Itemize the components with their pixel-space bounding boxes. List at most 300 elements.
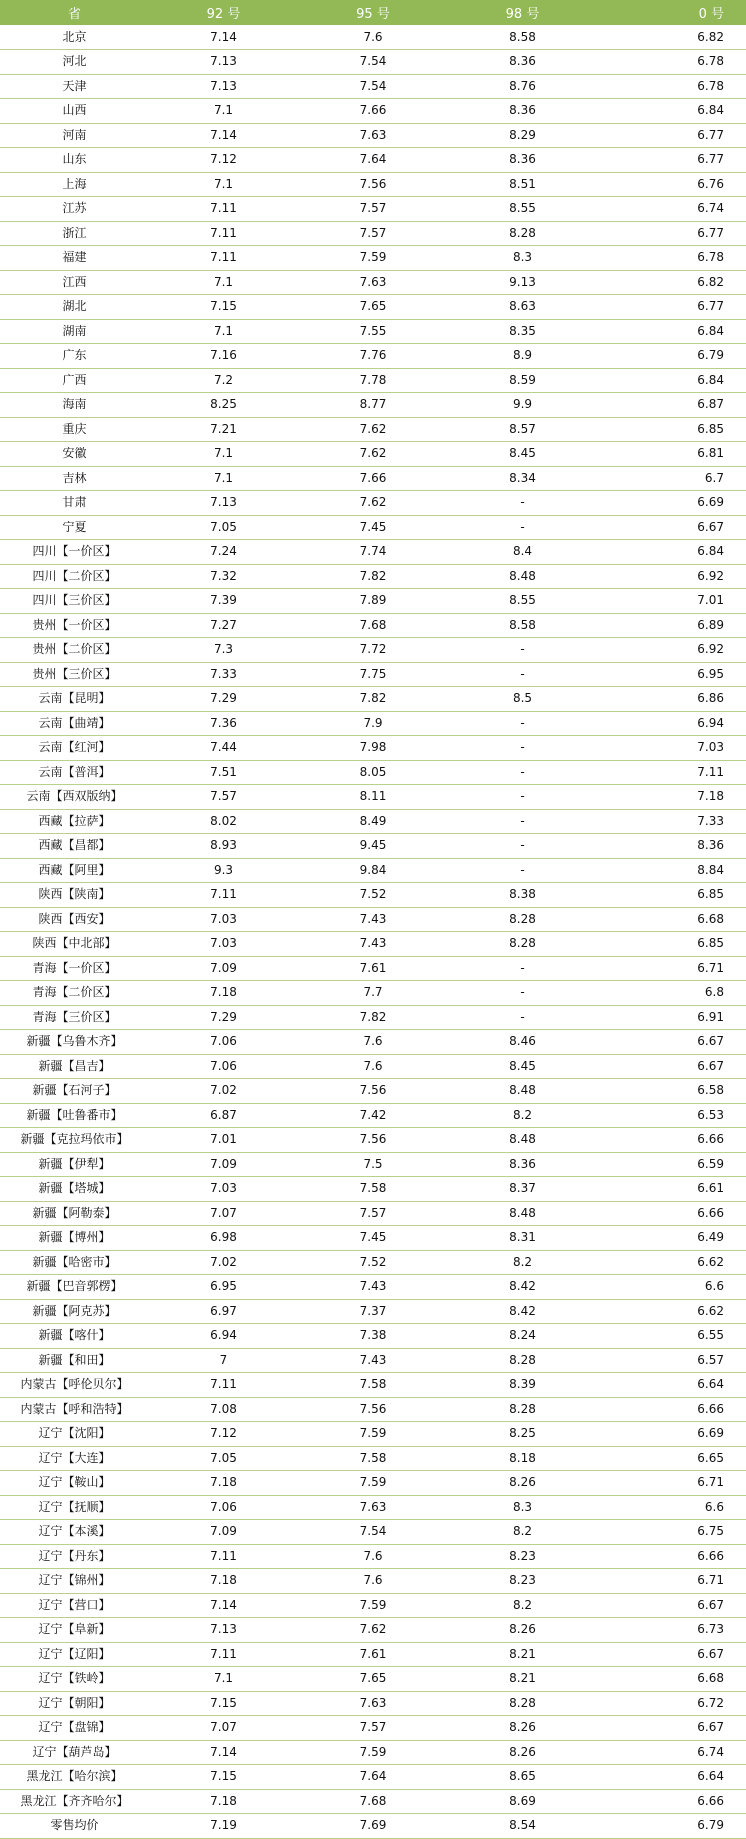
- cell-0: 6.84: [597, 319, 746, 344]
- table-row: [0, 981, 746, 1006]
- table-row: [0, 515, 746, 540]
- cell-98: 8.28: [448, 1397, 597, 1422]
- cell-92: 7.16: [149, 344, 298, 369]
- table-row: [0, 1520, 746, 1545]
- cell-98: 8.31: [448, 1226, 597, 1251]
- cell-95: 7.59: [298, 1740, 448, 1765]
- cell-98: 8.46: [448, 1030, 597, 1055]
- cell-98: 8.23: [448, 1569, 597, 1594]
- cell-92: 7.02: [149, 1079, 298, 1104]
- cell-98: 8.23: [448, 1544, 597, 1569]
- cell-95: 7.64: [298, 148, 448, 173]
- table-row: [0, 1765, 746, 1790]
- cell-province: 重庆: [0, 417, 149, 442]
- cell-0: 6.55: [597, 1324, 746, 1349]
- table-row: [0, 1348, 746, 1373]
- cell-98: 8.28: [448, 221, 597, 246]
- cell-0: 6.71: [597, 956, 746, 981]
- cell-98: 8.26: [448, 1471, 597, 1496]
- cell-95: 7.72: [298, 638, 448, 663]
- cell-98: 8.48: [448, 1128, 597, 1153]
- cell-92: 7.01: [149, 1128, 298, 1153]
- cell-province: 新疆【和田】: [0, 1348, 149, 1373]
- table-header: [0, 0, 746, 25]
- cell-92: 7.33: [149, 662, 298, 687]
- cell-0: 6.53: [597, 1103, 746, 1128]
- table-row: [0, 344, 746, 369]
- cell-95: 7.63: [298, 270, 448, 295]
- cell-0: 7.11: [597, 760, 746, 785]
- cell-92: 7.11: [149, 1544, 298, 1569]
- table-row: [0, 1275, 746, 1300]
- cell-92: 7.27: [149, 613, 298, 638]
- cell-98: 8.38: [448, 883, 597, 908]
- cell-98: 8.3: [448, 1495, 597, 1520]
- cell-95: 7.59: [298, 246, 448, 271]
- cell-0: 6.67: [597, 1642, 746, 1667]
- cell-92: 7.09: [149, 1520, 298, 1545]
- cell-92: 7.21: [149, 417, 298, 442]
- cell-province: 甘肃: [0, 491, 149, 516]
- cell-province: 北京: [0, 25, 149, 50]
- cell-95: 7.45: [298, 1226, 448, 1251]
- cell-98: 8.26: [448, 1740, 597, 1765]
- cell-0: 6.74: [597, 197, 746, 222]
- cell-province: 湖南: [0, 319, 149, 344]
- cell-98: 8.28: [448, 907, 597, 932]
- cell-0: 6.79: [597, 1814, 746, 1839]
- cell-province: 四川【二价区】: [0, 564, 149, 589]
- cell-province: 江西: [0, 270, 149, 295]
- cell-province: 零售均价: [0, 1814, 149, 1839]
- cell-98: 8.36: [448, 99, 597, 124]
- cell-98: 8.2: [448, 1103, 597, 1128]
- cell-province: 辽宁【沈阳】: [0, 1422, 149, 1447]
- cell-98: 8.36: [448, 1152, 597, 1177]
- cell-98: -: [448, 858, 597, 883]
- cell-98: 8.48: [448, 1079, 597, 1104]
- table-row: [0, 417, 746, 442]
- cell-98: 8.35: [448, 319, 597, 344]
- cell-92: 8.25: [149, 393, 298, 418]
- cell-0: 6.67: [597, 515, 746, 540]
- cell-98: 8.37: [448, 1177, 597, 1202]
- cell-province: 新疆【阿勒泰】: [0, 1201, 149, 1226]
- cell-92: 6.94: [149, 1324, 298, 1349]
- cell-95: 7.43: [298, 907, 448, 932]
- table-row: [0, 246, 746, 271]
- cell-0: 6.73: [597, 1618, 746, 1643]
- cell-92: 7.06: [149, 1030, 298, 1055]
- cell-province: 辽宁【鞍山】: [0, 1471, 149, 1496]
- header-98: 98 号: [448, 0, 597, 25]
- cell-98: 8.26: [448, 1618, 597, 1643]
- table-row: [0, 1593, 746, 1618]
- cell-95: 7.7: [298, 981, 448, 1006]
- table-row: [0, 295, 746, 320]
- cell-92: 6.97: [149, 1299, 298, 1324]
- cell-province: 内蒙古【呼和浩特】: [0, 1397, 149, 1422]
- cell-95: 7.82: [298, 564, 448, 589]
- cell-province: 辽宁【丹东】: [0, 1544, 149, 1569]
- cell-95: 7.65: [298, 1667, 448, 1692]
- cell-0: 6.6: [597, 1495, 746, 1520]
- cell-0: 6.57: [597, 1348, 746, 1373]
- cell-0: 6.71: [597, 1471, 746, 1496]
- cell-98: 8.58: [448, 25, 597, 50]
- cell-0: 6.64: [597, 1373, 746, 1398]
- cell-98: 8.4: [448, 540, 597, 565]
- cell-province: 云南【西双版纳】: [0, 785, 149, 810]
- cell-98: 8.55: [448, 589, 597, 614]
- cell-0: 6.95: [597, 662, 746, 687]
- cell-92: 7.1: [149, 1667, 298, 1692]
- table-row: [0, 907, 746, 932]
- cell-98: 8.48: [448, 564, 597, 589]
- cell-95: 7.56: [298, 1397, 448, 1422]
- cell-province: 西藏【拉萨】: [0, 809, 149, 834]
- cell-province: 新疆【博州】: [0, 1226, 149, 1251]
- cell-province: 辽宁【朝阳】: [0, 1691, 149, 1716]
- table-row: [0, 319, 746, 344]
- cell-province: 云南【红河】: [0, 736, 149, 761]
- cell-92: 7.15: [149, 1765, 298, 1790]
- cell-98: 8.28: [448, 1348, 597, 1373]
- cell-0: 6.74: [597, 1740, 746, 1765]
- cell-92: 7.02: [149, 1250, 298, 1275]
- cell-0: 6.85: [597, 883, 746, 908]
- table-row: [0, 687, 746, 712]
- cell-98: 8.63: [448, 295, 597, 320]
- cell-0: 6.77: [597, 221, 746, 246]
- cell-province: 辽宁【铁岭】: [0, 1667, 149, 1692]
- cell-95: 7.62: [298, 417, 448, 442]
- table-row: [0, 760, 746, 785]
- cell-95: 7.5: [298, 1152, 448, 1177]
- cell-province: 辽宁【阜新】: [0, 1618, 149, 1643]
- cell-98: -: [448, 491, 597, 516]
- cell-98: 8.9: [448, 344, 597, 369]
- cell-0: 6.66: [597, 1544, 746, 1569]
- cell-92: 7.13: [149, 50, 298, 75]
- cell-92: 7.11: [149, 221, 298, 246]
- cell-0: 6.8: [597, 981, 746, 1006]
- cell-98: 8.42: [448, 1299, 597, 1324]
- cell-92: 9.3: [149, 858, 298, 883]
- cell-95: 7.66: [298, 99, 448, 124]
- cell-province: 云南【普洱】: [0, 760, 149, 785]
- header-row: [0, 0, 746, 25]
- cell-98: 8.28: [448, 932, 597, 957]
- cell-92: 7.1: [149, 466, 298, 491]
- cell-92: 7.13: [149, 1618, 298, 1643]
- cell-98: 8.2: [448, 1250, 597, 1275]
- header-0: 0 号: [597, 0, 746, 25]
- cell-92: 7.24: [149, 540, 298, 565]
- cell-0: 8.84: [597, 858, 746, 883]
- cell-province: 河南: [0, 123, 149, 148]
- cell-province: 贵州【二价区】: [0, 638, 149, 663]
- cell-province: 天津: [0, 74, 149, 99]
- table-row: [0, 221, 746, 246]
- cell-95: 7.76: [298, 344, 448, 369]
- table-row: [0, 1299, 746, 1324]
- cell-95: 7.59: [298, 1471, 448, 1496]
- cell-province: 新疆【石河子】: [0, 1079, 149, 1104]
- table-row: [0, 932, 746, 957]
- table-row: [0, 270, 746, 295]
- table-row: [0, 1569, 746, 1594]
- table-row: [0, 1250, 746, 1275]
- cell-0: 6.94: [597, 711, 746, 736]
- cell-95: 9.84: [298, 858, 448, 883]
- cell-98: 8.65: [448, 1765, 597, 1790]
- cell-province: 新疆【伊犁】: [0, 1152, 149, 1177]
- cell-98: -: [448, 638, 597, 663]
- cell-province: 上海: [0, 172, 149, 197]
- cell-98: 8.28: [448, 1691, 597, 1716]
- cell-province: 陕西【陕南】: [0, 883, 149, 908]
- cell-98: -: [448, 981, 597, 1006]
- cell-95: 7.59: [298, 1422, 448, 1447]
- cell-95: 7.52: [298, 1250, 448, 1275]
- cell-0: 6.92: [597, 638, 746, 663]
- cell-92: 7.06: [149, 1495, 298, 1520]
- cell-province: 新疆【阿克苏】: [0, 1299, 149, 1324]
- cell-0: 6.68: [597, 1667, 746, 1692]
- cell-98: 8.2: [448, 1520, 597, 1545]
- cell-98: 8.42: [448, 1275, 597, 1300]
- cell-98: 8.39: [448, 1373, 597, 1398]
- cell-92: 7.36: [149, 711, 298, 736]
- cell-92: 7.07: [149, 1201, 298, 1226]
- cell-province: 辽宁【锦州】: [0, 1569, 149, 1594]
- cell-92: 7.18: [149, 1471, 298, 1496]
- cell-92: 7.11: [149, 197, 298, 222]
- cell-98: 9.13: [448, 270, 597, 295]
- cell-0: 6.66: [597, 1789, 746, 1814]
- cell-95: 7.61: [298, 956, 448, 981]
- cell-92: 7.11: [149, 246, 298, 271]
- cell-92: 7.1: [149, 99, 298, 124]
- cell-0: 6.89: [597, 613, 746, 638]
- table-row: [0, 589, 746, 614]
- cell-98: 8.45: [448, 442, 597, 467]
- cell-92: 6.98: [149, 1226, 298, 1251]
- cell-province: 新疆【昌吉】: [0, 1054, 149, 1079]
- table-row: [0, 123, 746, 148]
- table-row: [0, 1544, 746, 1569]
- cell-95: 7.57: [298, 1716, 448, 1741]
- cell-province: 新疆【喀什】: [0, 1324, 149, 1349]
- cell-95: 7.38: [298, 1324, 448, 1349]
- cell-0: 6.77: [597, 295, 746, 320]
- cell-98: 8.36: [448, 148, 597, 173]
- cell-92: 7.11: [149, 1642, 298, 1667]
- cell-92: 7.3: [149, 638, 298, 663]
- cell-92: 7.13: [149, 74, 298, 99]
- cell-95: 7.45: [298, 515, 448, 540]
- table-row: [0, 197, 746, 222]
- cell-98: 8.3: [448, 246, 597, 271]
- cell-92: 7.1: [149, 442, 298, 467]
- cell-province: 江苏: [0, 197, 149, 222]
- cell-98: 8.48: [448, 1201, 597, 1226]
- header-92: 92 号: [149, 0, 298, 25]
- cell-province: 陕西【中北部】: [0, 932, 149, 957]
- cell-0: 6.92: [597, 564, 746, 589]
- cell-0: 6.7: [597, 466, 746, 491]
- table-row: [0, 50, 746, 75]
- table-row: [0, 442, 746, 467]
- table-row: [0, 1128, 746, 1153]
- table-row: [0, 1152, 746, 1177]
- cell-0: 6.82: [597, 25, 746, 50]
- cell-95: 7.74: [298, 540, 448, 565]
- cell-0: 6.75: [597, 1520, 746, 1545]
- cell-98: 8.5: [448, 687, 597, 712]
- table-row: [0, 393, 746, 418]
- table-row: [0, 1373, 746, 1398]
- cell-95: 7.78: [298, 368, 448, 393]
- cell-95: 7.82: [298, 1005, 448, 1030]
- cell-province: 云南【昆明】: [0, 687, 149, 712]
- cell-92: 7.29: [149, 687, 298, 712]
- cell-95: 7.58: [298, 1177, 448, 1202]
- cell-98: 8.76: [448, 74, 597, 99]
- table-row: [0, 1740, 746, 1765]
- table-row: [0, 1618, 746, 1643]
- cell-0: 7.33: [597, 809, 746, 834]
- cell-95: 7.58: [298, 1373, 448, 1398]
- cell-98: 9.9: [448, 393, 597, 418]
- cell-95: 7.6: [298, 1544, 448, 1569]
- cell-95: 7.59: [298, 1593, 448, 1618]
- cell-province: 吉林: [0, 466, 149, 491]
- cell-province: 西藏【阿里】: [0, 858, 149, 883]
- table-row: [0, 1471, 746, 1496]
- cell-province: 海南: [0, 393, 149, 418]
- table-row: [0, 99, 746, 124]
- cell-95: 9.45: [298, 834, 448, 859]
- cell-92: 7.57: [149, 785, 298, 810]
- cell-95: 7.43: [298, 1348, 448, 1373]
- table-row: [0, 785, 746, 810]
- table-row: [0, 368, 746, 393]
- cell-province: 新疆【哈密市】: [0, 1250, 149, 1275]
- cell-98: 8.57: [448, 417, 597, 442]
- cell-98: 8.18: [448, 1446, 597, 1471]
- cell-0: 6.49: [597, 1226, 746, 1251]
- cell-92: 7.2: [149, 368, 298, 393]
- cell-province: 西藏【昌都】: [0, 834, 149, 859]
- cell-92: 7.14: [149, 1740, 298, 1765]
- cell-95: 7.98: [298, 736, 448, 761]
- cell-98: -: [448, 1005, 597, 1030]
- cell-92: 7.08: [149, 1397, 298, 1422]
- cell-95: 8.77: [298, 393, 448, 418]
- table-row: [0, 172, 746, 197]
- cell-98: -: [448, 662, 597, 687]
- cell-92: 8.02: [149, 809, 298, 834]
- cell-98: 8.58: [448, 613, 597, 638]
- table-row: [0, 858, 746, 883]
- cell-98: 8.34: [448, 466, 597, 491]
- cell-province: 辽宁【抚顺】: [0, 1495, 149, 1520]
- cell-province: 新疆【乌鲁木齐】: [0, 1030, 149, 1055]
- cell-92: 7.51: [149, 760, 298, 785]
- table-row: [0, 1446, 746, 1471]
- cell-0: 6.81: [597, 442, 746, 467]
- header-95: 95 号: [298, 0, 448, 25]
- cell-province: 云南【曲靖】: [0, 711, 149, 736]
- cell-0: 6.82: [597, 270, 746, 295]
- cell-95: 7.62: [298, 442, 448, 467]
- cell-0: 7.01: [597, 589, 746, 614]
- table-row: [0, 1716, 746, 1741]
- cell-province: 辽宁【盘锦】: [0, 1716, 149, 1741]
- table-row: [0, 711, 746, 736]
- cell-0: 6.91: [597, 1005, 746, 1030]
- table-row: [0, 1397, 746, 1422]
- cell-95: 7.61: [298, 1642, 448, 1667]
- table-row: [0, 956, 746, 981]
- table-row: [0, 1201, 746, 1226]
- cell-0: 6.77: [597, 123, 746, 148]
- table-row: [0, 1324, 746, 1349]
- cell-province: 湖北: [0, 295, 149, 320]
- cell-95: 7.52: [298, 883, 448, 908]
- cell-province: 山东: [0, 148, 149, 173]
- cell-95: 7.37: [298, 1299, 448, 1324]
- cell-province: 辽宁【营口】: [0, 1593, 149, 1618]
- cell-95: 7.6: [298, 1030, 448, 1055]
- cell-province: 广西: [0, 368, 149, 393]
- cell-0: 6.78: [597, 50, 746, 75]
- cell-92: 7.14: [149, 25, 298, 50]
- cell-province: 宁夏: [0, 515, 149, 540]
- table-row: [0, 1495, 746, 1520]
- cell-92: 7.06: [149, 1054, 298, 1079]
- cell-0: 6.66: [597, 1128, 746, 1153]
- cell-0: 6.77: [597, 148, 746, 173]
- cell-92: 7.1: [149, 319, 298, 344]
- cell-0: 6.59: [597, 1152, 746, 1177]
- cell-0: 6.79: [597, 344, 746, 369]
- cell-95: 7.65: [298, 295, 448, 320]
- cell-95: 7.6: [298, 25, 448, 50]
- cell-98: -: [448, 760, 597, 785]
- cell-95: 7.56: [298, 172, 448, 197]
- cell-92: 7.44: [149, 736, 298, 761]
- cell-98: -: [448, 711, 597, 736]
- table-row: [0, 736, 746, 761]
- table-row: [0, 1030, 746, 1055]
- cell-98: 8.21: [448, 1667, 597, 1692]
- cell-province: 陕西【西安】: [0, 907, 149, 932]
- cell-98: 8.55: [448, 197, 597, 222]
- cell-95: 7.69: [298, 1814, 448, 1839]
- table-row: [0, 638, 746, 663]
- cell-98: 8.51: [448, 172, 597, 197]
- cell-0: 6.66: [597, 1397, 746, 1422]
- cell-province: 内蒙古【呼伦贝尔】: [0, 1373, 149, 1398]
- cell-95: 7.43: [298, 1275, 448, 1300]
- table-row: [0, 540, 746, 565]
- cell-92: 7.29: [149, 1005, 298, 1030]
- cell-95: 7.75: [298, 662, 448, 687]
- cell-98: -: [448, 956, 597, 981]
